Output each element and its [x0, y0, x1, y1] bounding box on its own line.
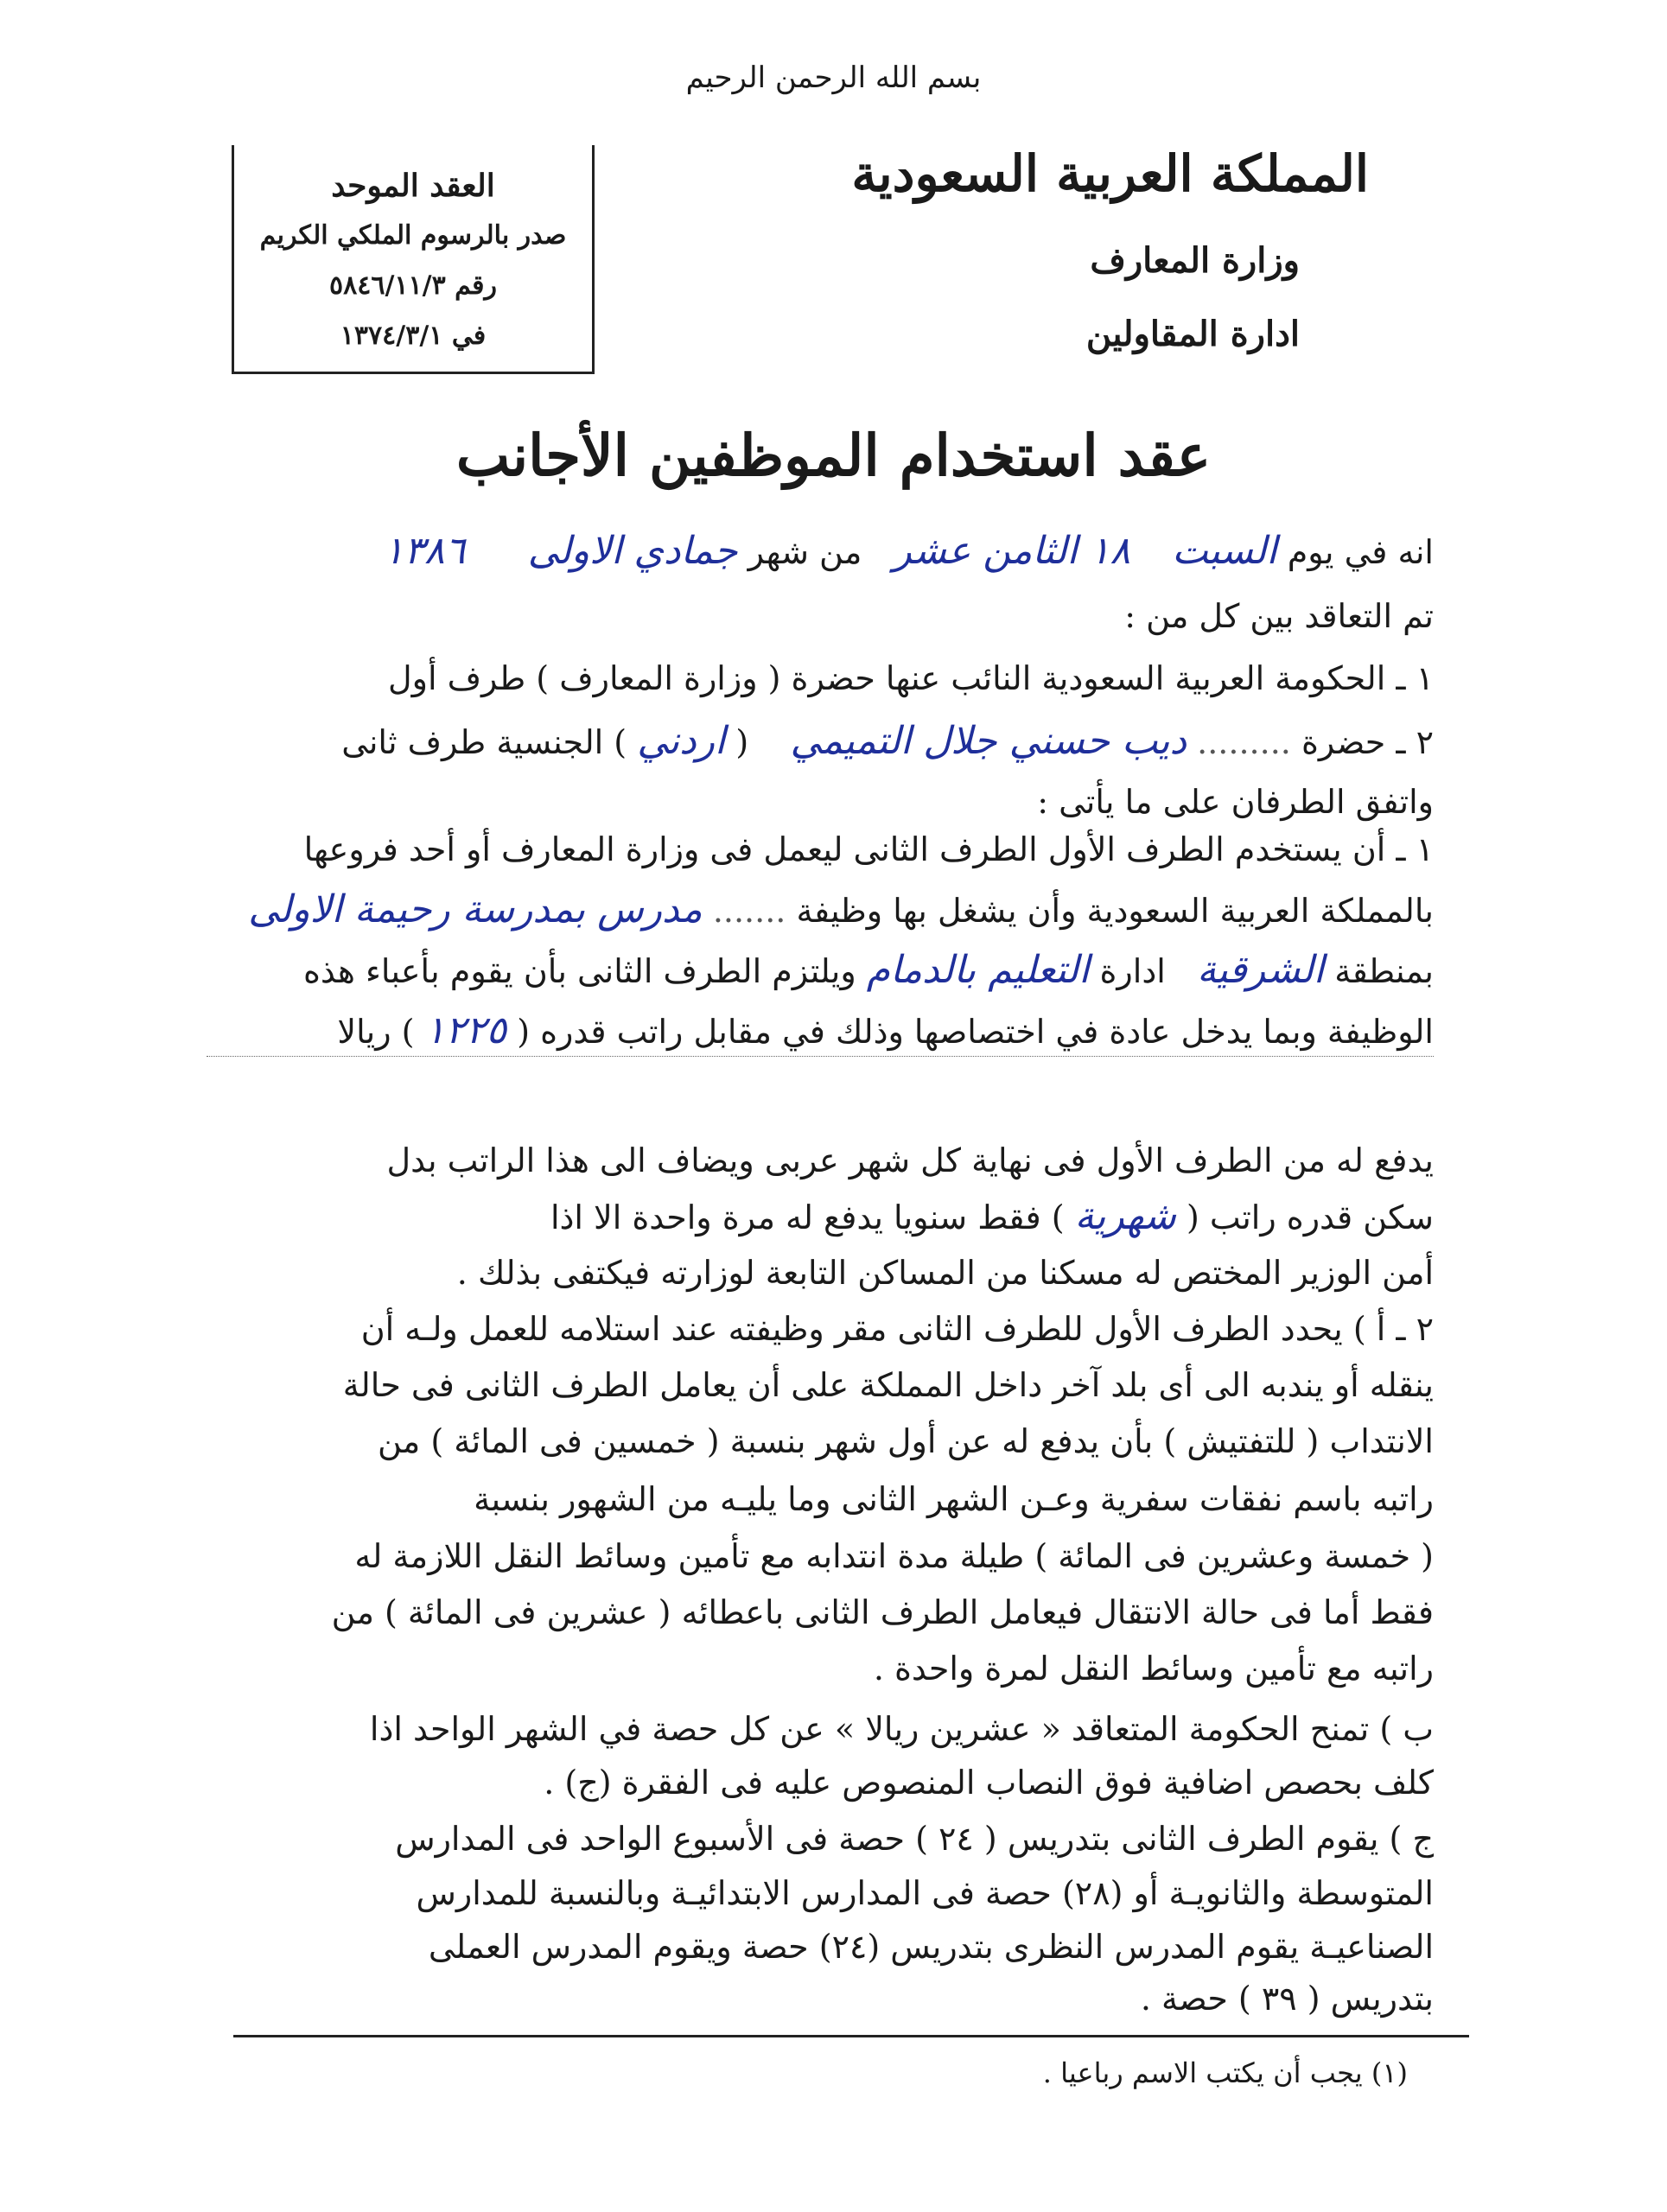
salary-prefix: الوظيفة وبما يدخل عادة في اختصاصها وذلك في مقابل راتب قدره ( — [517, 1013, 1434, 1051]
housing-handwritten: شهرية — [1074, 1194, 1176, 1238]
contract-title: عقد استخدام الموظفين الأجانب — [455, 422, 1212, 489]
clause1-line7: أمن الوزير المختص له مسكنا من المساكن التابعة لوزارته فيكتفى بذلك . — [456, 1254, 1434, 1292]
month-prefix: من شهر — [748, 533, 862, 571]
clause1-line3-suffix: ويلتزم الطرف الثانى بأن يقوم بأعباء هذه — [303, 952, 856, 990]
region-handwritten: الشرقية — [1197, 948, 1325, 992]
day-prefix: انه في يوم — [1287, 533, 1434, 571]
clause2-b1: ب ) تمنح الحكومة المتعاقد « عشرين ريالا » عن كل حصة في الشهر الواحد اذا — [369, 1710, 1434, 1748]
clause2-a5: ( خمسة وعشرين فى المائة ) طيلة مدة انتدابه مع تأمين وسائط النقل اللازمة له — [354, 1537, 1434, 1575]
housing-prefix: سكن قدره راتب ( — [1187, 1198, 1434, 1236]
ministry-heading: وزارة المعارف — [1090, 240, 1300, 281]
agreed-line: واتفق الطرفان على ما يأتى : — [1037, 783, 1434, 821]
clause2-b2: كلف بحصص اضافية فوق النصاب المنصوص عليه فى الفقرة (ج) . — [544, 1764, 1434, 1802]
date-handwritten: ١٨ الثامن عشر — [893, 529, 1130, 573]
clause2-c1: ج ) يقوم الطرف الثانى بتدريس ( ٢٤ ) حصة فى الأسبوع الواحد فى المدارس — [395, 1820, 1434, 1858]
stamp-line4: في ١٣٧٤/٣/١ — [340, 321, 487, 351]
stamp-line1: العقد الموحد — [331, 168, 495, 204]
dotted-separator — [207, 1056, 1434, 1057]
housing-suffix: ) فقط سنويا يدفع له مرة واحدة الا اذا — [550, 1198, 1065, 1236]
kingdom-heading: المملكة العربية السعودية — [851, 144, 1369, 203]
stamp-line3: رقم ٥٨٤٦/١١/٣ — [329, 270, 497, 301]
agreement-line: تم التعاقد بين كل من : — [1124, 597, 1434, 635]
stamp-line2: صدر بالرسوم الملكي الكريم — [259, 220, 567, 251]
job-handwritten: مدرس بمدرسة رحيمة الاولى — [248, 887, 703, 931]
clause1-line6 — [207, 1194, 1434, 1238]
department-heading: ادارة المقاولين — [1085, 314, 1300, 354]
salary-suffix: ) ريالا — [337, 1013, 415, 1051]
dotted-leader: ......... — [1197, 723, 1291, 761]
clause2-a1: ٢ ـ أ ) يحدد الطرف الأول للطرف الثانى مقر وظيفته عند استلامه للعمل ولـه أن — [360, 1310, 1434, 1348]
clause2-a4: راتبه باسم نفقات سفرية وعـن الشهر الثانى وما يليـه من الشهور بنسبة — [474, 1480, 1434, 1518]
party-two-prefix: ٢ ـ حضرة — [1301, 723, 1434, 761]
party-two-paren-open: ( — [735, 723, 749, 761]
clause1-line5: يدفع له من الطرف الأول فى نهاية كل شهر عربى ويضاف الى هذا الراتب بدل — [386, 1141, 1434, 1179]
party-two — [207, 721, 1434, 762]
party-two-suffix: ) الجنسية طرف ثانى — [341, 723, 627, 761]
salary-handwritten: ١٢٢٥ — [424, 1008, 507, 1052]
footnote-rule — [233, 2035, 1469, 2037]
region-prefix: بمنطقة — [1334, 952, 1434, 990]
admin-handwritten: التعليم بالدمام — [866, 948, 1090, 992]
clause2-a7: راتبه مع تأمين وسائط النقل لمرة واحدة . — [873, 1649, 1434, 1688]
party-one: ١ ـ الحكومة العربية السعودية النائب عنها حضرة ( وزارة المعارف ) طرف أول — [388, 659, 1434, 697]
clause2-a6: فقط أما فى حالة الانتقال فيعامل الطرف الثانى باعطائه ( عشرين فى المائة ) من — [331, 1593, 1434, 1631]
intro-date-line — [207, 531, 1434, 572]
clause2-c2: المتوسطة والثانويـة أو (٢٨) حصة فى المدارس الابتدائيـة وبالنسبة للمدارس — [416, 1874, 1434, 1912]
clause1-line4 — [207, 1008, 1434, 1052]
footnote: (١) يجب أن يكتب الاسم رباعيا . — [1042, 2056, 1408, 2089]
party-two-name-handwritten: ديب حسني جلال التميمي — [790, 719, 1187, 763]
dotted-leader: ....... — [712, 892, 786, 930]
clause1-line2 — [207, 887, 1434, 931]
clause1-line2-prefix: بالمملكة العربية السعودية وأن يشغل بها وظيفة — [796, 892, 1434, 930]
admin-prefix: ادارة — [1099, 952, 1166, 990]
year-handwritten: ١٣٨٦ — [383, 529, 466, 573]
basmala: بسم الله الرحمن الرحيم — [685, 60, 982, 95]
month-handwritten: جمادي الاولى — [527, 529, 738, 573]
clause2-a3: الانتداب ( للتفتيش ) بأن يدفع له عن أول شهر بنسبة ( خمسين فى المائة ) من — [378, 1422, 1434, 1460]
clause1-line1: ١ ـ أن يستخدم الطرف الأول الطرف الثانى ليعمل فى وزارة المعارف أو أحد فروعها — [303, 830, 1434, 868]
unified-contract-stamp — [232, 145, 595, 374]
clause2-c4: بتدريس ( ٣٩ ) حصة . — [1140, 1980, 1434, 2018]
clause2-a2: ينقله أو يندبه الى أى بلد آخر داخل المملكة على أن يعامل الطرف الثانى فى حالة — [342, 1366, 1434, 1404]
clause2-c3: الصناعيـة يقوم المدرس النظرى بتدريس (٢٤) حصة ويقوم المدرس العملى — [428, 1928, 1434, 1966]
clause1-line3 — [207, 950, 1434, 991]
day-handwritten: السبت — [1172, 529, 1277, 573]
nationality-handwritten: اردني — [637, 719, 726, 763]
